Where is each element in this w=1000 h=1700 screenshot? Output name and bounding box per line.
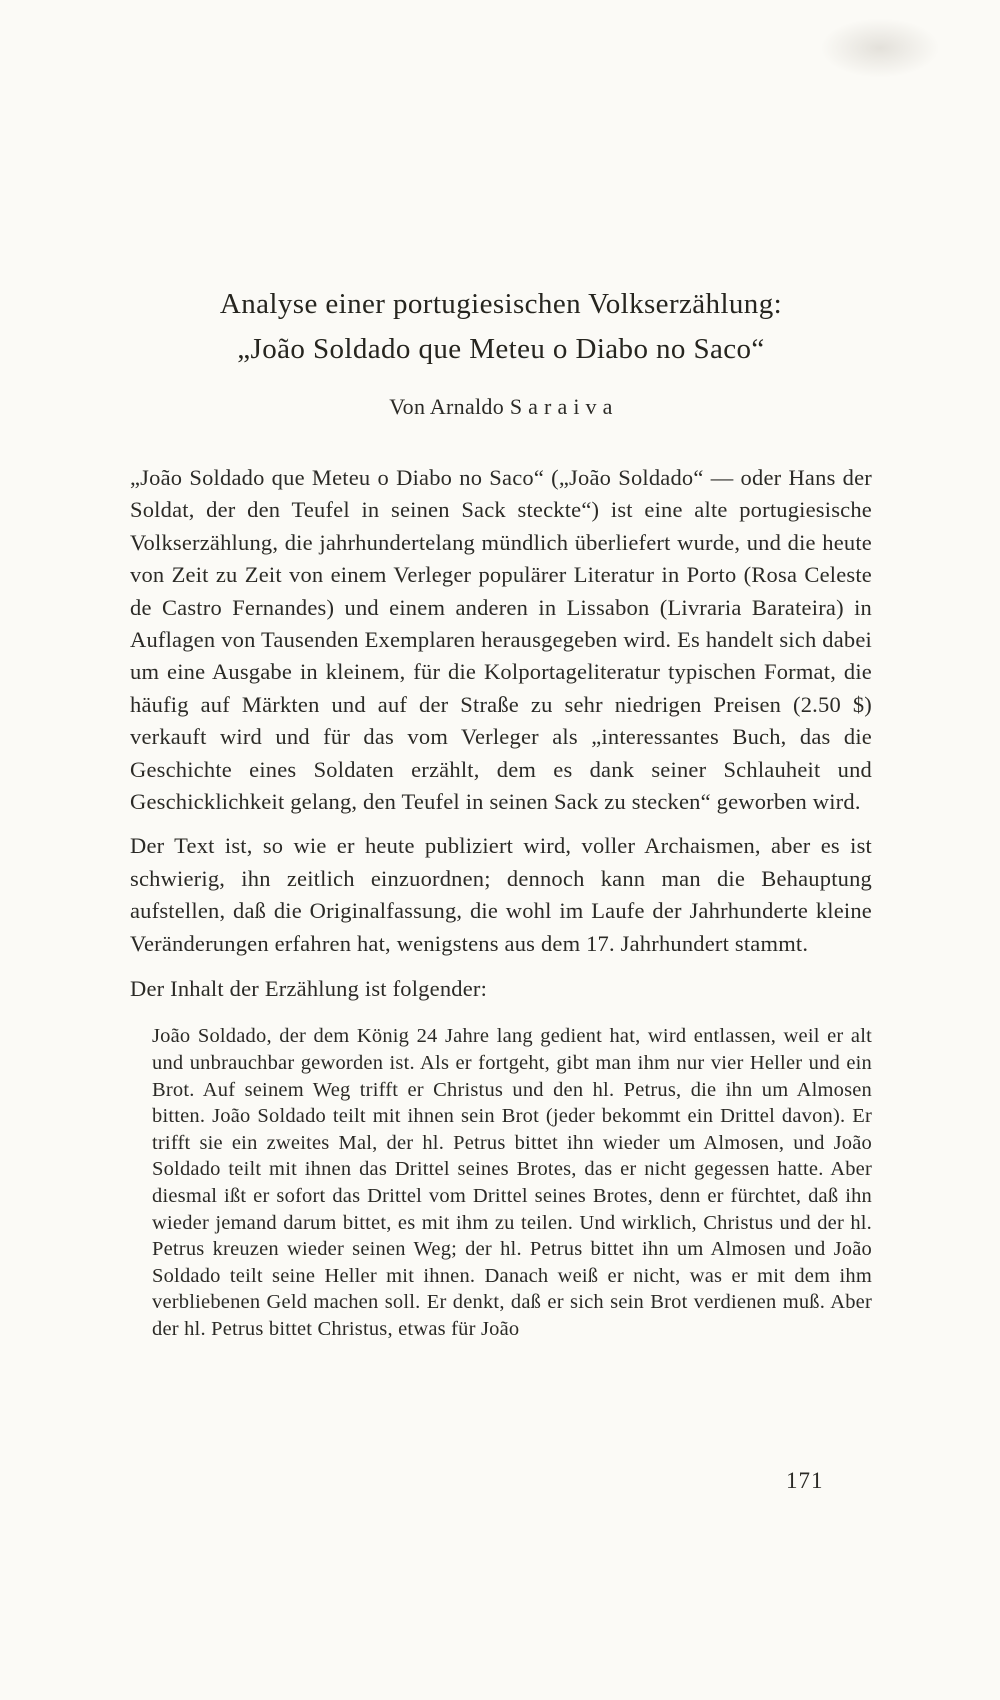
article-title-line1: Analyse einer portugiesischen Volkserzählung:: [219, 288, 783, 320]
paragraph-dating: Der Text ist, so wie er heute publiziert wird, voller Archaismen, aber es ist schwierig, ihn zeitlich einzuordnen; dennoch kann man die Behauptung aufstellen, daß die Originalfassung, die wohl im Laufe der Jahrhunderte kleine Veränderungen erfahren hat, wenigstens aus dem 17. Jahrhundert stammt.: [130, 833, 872, 956]
paragraph-intro: „João Soldado que Meteu o Diabo no Saco“ („João Soldado“ — oder Hans der Soldat, der den Teufel in seinen Sack steckte“) ist eine alte portugiesische Volkserzählung, die jahrhundertelang mündlich überliefert wurde, und die heute von Zeit zu Zeit von einem Verleger populärer Literatur in Porto (Rosa Celeste de Castro Fernandes) und einem anderen in Lissabon (Livraria Barateira) in Auflagen von Tausenden Exemplaren herausgegeben wird. Es handelt sich dabei um eine Ausgabe in kleinem, für die Kolportageliteratur typischen Format, die häufig auf Märkten und auf der Straße zu sehr niedrigen Preisen (2.50 $) verkauft wird und für das vom Verleger als „interessantes Buch, das die Geschichte eines Soldaten erzählt, dem es dank seiner Schlauheit und Geschicklichkeit gelang, den Teufel in seinen Sack zu stecken“ geworben wird.: [130, 464, 872, 814]
book-page: [130, 282, 872, 1343]
story-summary-blockquote: João Soldado, der dem König 24 Jahre lang gedient hat, wird entlassen, weil er alt und unbrauchbar geworden ist. Als er fortgeht, gibt man ihm nur vier Heller und ein Brot. Auf seinem Weg trifft er Christus und den hl. Petrus, die ihn um Almosen bitten. João Soldado teilt mit ihnen sein Brot (jeder bekommt ein Drittel davon). Er trifft sie ein zweites Mal, der hl. Petrus bittet ihn wieder um Almosen, und João Soldado teilt mit ihnen das Drittel seines Brotes, das er nicht gegessen hatte. Aber diesmal ißt er sofort das Drittel vom Drittel seines Brotes, denn er fürchtet, daß ihn wieder jemand darum bittet, es mit ihm zu teilen. Und wirklich, Christus und der hl. Petrus kreuzen wieder seinen Weg; der hl. Petrus bittet ihn um Almosen und João Soldado teilt seine Heller mit ihnen. Danach weiß er nicht, was er mit dem ihm verbliebenen Geld machen soll. Er denkt, daß er sich sein Brot verdienen muß. Aber der hl. Petrus bittet Christus, etwas für João: [152, 1025, 872, 1340]
article-title: [130, 282, 872, 372]
page-number: 171: [786, 1468, 824, 1493]
paragraph-leadin: Der Inhalt der Erzählung ist folgender:: [130, 975, 488, 1001]
byline: Von Arnaldo S a r a i v a: [389, 393, 613, 419]
article-title-line2: „João Soldado que Meteu o Diabo no Saco“: [237, 332, 765, 365]
scan-smudge-artifact: [820, 18, 940, 78]
